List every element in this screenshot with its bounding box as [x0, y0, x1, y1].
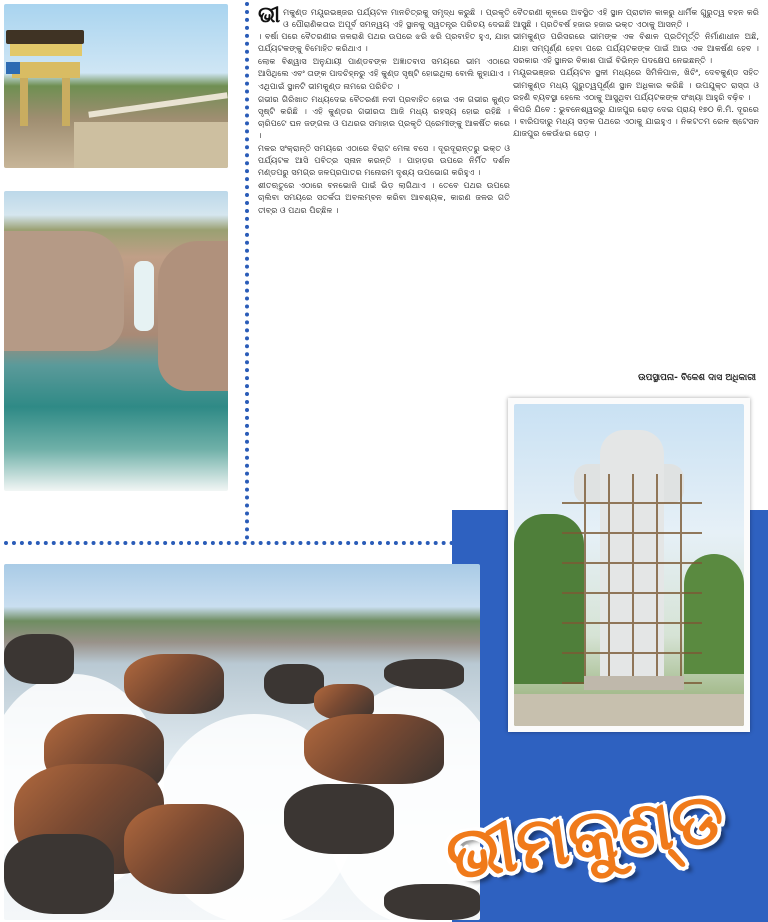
article-paragraph: ଗଭୀର ଗିରିଖାତ ମଧ୍ୟଦେଇ ବୈତରଣୀ ନଦୀ ପ୍ରବାହିତ ହୋଇ ଏକ ଗଭୀର କୁଣ୍ଡ ସୃଷ୍ଟି କରିଛି । ଏହି କୁଣ୍ଡର ଗଭୀରତା ଆଜି ମଧ୍ୟ ରହସ୍ୟ ହୋଇ ରହିଛି । ଚାରିପଟେ ଘନ ଜଙ୍ଗଲ ଓ ପଥରର ସମାହାର ପ୍ରକୃତି ପ୍ରେମୀଙ୍କୁ ଆକର୍ଷିତ କରେ । — [258, 93, 510, 140]
signboard — [6, 62, 20, 74]
article-paragraph: ବୈତରଣୀ କୂଳରେ ଅବସ୍ଥିତ ଏହି ସ୍ଥାନ ପ୍ରାଚୀନ କାଳରୁ ଧାର୍ମିକ ଗୁରୁତ୍ୱ ବହନ କରି ଆସୁଛି । ପ୍ରତିବର୍ଷ ହଜାର ହଜାର ଭକ୍ତ ଏଠାକୁ ଆସନ୍ତି । — [513, 7, 759, 30]
page-title-wrap — [420, 776, 750, 896]
vertical-dotted-divider — [245, 2, 249, 540]
cliff-right — [158, 241, 228, 391]
rock — [4, 834, 114, 914]
article-column-1 — [258, 6, 510, 512]
article-paragraph: ମକୁଣ୍ଡ ମୟୂରଭଞ୍ଜର ପର୍ଯ୍ୟଟନ ମାନଚିତ୍ରକୁ ସମୃଦ୍ଧ କରୁଛି । ପ୍ରକୃତି ଓ ପୌରାଣିକତାର ଅପୂର୍ବ ସମନ୍ୱୟ ଏହି ସ୍ଥାନକୁ ସ୍ୱତନ୍ତ୍ର ପରିଚୟ ଦେଇଛି । ବର୍ଷା ପରେ ବୈତରଣୀର ଜଳରାଶି ପଥର ଉପରେ ଝରି ଝରି ପ୍ରବାହିତ ହୁଏ, ଯାହା ପର୍ଯ୍ୟଟକଙ୍କୁ ବିମୋହିତ କରିଥାଏ । — [258, 7, 510, 54]
article-paragraph: ମୟୂରଭଞ୍ଜର ପର୍ଯ୍ୟଟନ ସ୍ଥଳୀ ମଧ୍ୟରେ ସିମିଳିପାଳ, ଖିଚିଂ, ଦେବକୁଣ୍ଡ ସହିତ ଭୀମକୁଣ୍ଡ ମଧ୍ୟ ଗୁରୁତ୍ୱପୂର୍ଣ୍ଣ ସ୍ଥାନ ଅଧିକାର କରିଛି । ଉପଯୁକ୍ତ ରାସ୍ତା ଓ ରହଣି ବ୍ୟବସ୍ଥା ହେଲେ ଏଠାକୁ ଆସୁଥିବା ପର୍ଯ୍ୟଟକଙ୍କ ସଂଖ୍ୟା ଆହୁରି ବଢ଼ିବ । — [513, 67, 759, 102]
article-paragraph: କିପରି ଯିବେ : ଭୁବନେଶ୍ୱରରୁ ଯାଜପୁର ରୋଡ଼ ଦେଇ ପ୍ରାୟ ୧୭୦ କି.ମି. ଦୂରରେ । ବାରିପଦାରୁ ମଧ୍ୟ ସଡ଼କ ପଥରେ ଏଠାକୁ ଯାଇହୁଏ । ନିକଟତମ ରେଳ ଷ୍ଟେସନ ଯାଜପୁର କେଉଁଝର ରୋଡ଼ । — [513, 103, 759, 138]
cascade — [134, 261, 154, 331]
statue-pedestal — [584, 676, 684, 690]
gorge-photo — [4, 191, 228, 491]
article-paragraph: ଶୀତଋତୁରେ ଏଠାରେ ବନଭୋଜି ପାଇଁ ଭିଡ଼ ଲାଗିଥାଏ । ତେବେ ପଥର ଉପରେ ଚାଲିବା ସମୟରେ ସତର୍କତା ଅବଲମ୍ବନ କରିବା ଆବଶ୍ୟକ, କାରଣ ଜଳର ଗତି ତୀବ୍ର ଓ ପଥର ପିଚ୍ଛିଳ । — [258, 180, 510, 215]
walkway-railing — [88, 92, 227, 117]
walkway — [74, 122, 228, 168]
pavilion-railing — [12, 62, 80, 78]
cliff-left — [4, 231, 124, 351]
pavilion-pillar — [20, 78, 28, 126]
pavilion-band — [10, 44, 82, 56]
statue-photo — [514, 404, 744, 726]
rock — [4, 634, 74, 684]
waterfall-photo — [4, 564, 480, 920]
article-column-2 — [513, 6, 759, 394]
rock — [284, 784, 394, 854]
article-paragraph: ଭୀମକୁଣ୍ଡ ପରିସରରେ ଭୀମଙ୍କ ଏକ ବିଶାଳ ପ୍ରତିମୂର୍ତ୍ତି ନିର୍ମାଣାଧୀନ ଅଛି, ଯାହା ସମ୍ପୂର୍ଣ୍ଣ ହେବା ପରେ ପର୍ଯ୍ୟଟକଙ୍କ ପାଇଁ ଆଉ ଏକ ଆକର୍ଷଣ ହେବ । ସରକାର ଏହି ସ୍ଥାନର ବିକାଶ ପାଇଁ ବିଭିନ୍ନ ପଦକ୍ଷେପ ନେଇଛନ୍ତି । — [513, 31, 759, 66]
rock — [304, 714, 444, 784]
pavilion-pillar — [62, 78, 70, 126]
page-title: ଭୀମକୁଣ୍ଡ — [441, 775, 729, 897]
article-paragraph: ମକର ସଂକ୍ରାନ୍ତି ସମୟରେ ଏଠାରେ ବିରାଟ ମେଳା ବସେ । ଦୂରଦୂରାନ୍ତରୁ ଭକ୍ତ ଓ ପର୍ଯ୍ୟଟକ ଆସି ପବିତ୍ର ସ୍ନାନ କରନ୍ତି । ପାହାଡ଼ର ଉପରେ ନିର୍ମିତ ଦର୍ଶନ ମଣ୍ଡପରୁ ସମଗ୍ର ଜଳପ୍ରପାତର ମନୋରମ ଦୃଶ୍ୟ ଉପଭୋଗ କରିହୁଏ । — [258, 143, 510, 178]
bamboo-scaffolding — [562, 474, 702, 684]
rock — [124, 654, 224, 714]
pavilion-photo — [4, 4, 228, 168]
rock — [124, 804, 244, 894]
horizontal-dotted-divider — [4, 541, 494, 545]
byline: ଉପସ୍ଥାପନା- ବିକେଶ ଦାସ ଅଧିକାରୀ — [638, 373, 756, 383]
ground — [514, 694, 744, 726]
article-paragraph: ଲୋକ ବିଶ୍ୱାସ ଅନୁଯାୟୀ ପାଣ୍ଡବଙ୍କ ଅଜ୍ଞାତବାସ ସମୟରେ ଭୀମ ଏଠାରେ ଆସିଥିଲେ ଏବଂ ତାଙ୍କ ପାଦଚିହ୍ନରୁ ଏହି କୁଣ୍ଡ ସୃଷ୍ଟି ହୋଇଥିଲା ବୋଲି କୁହାଯାଏ । ଏଥିପାଇଁ ସ୍ଥାନଟି ଭୀମକୁଣ୍ଡ ନାମରେ ପରିଚିତ । — [258, 56, 510, 91]
rock — [384, 659, 464, 689]
pavilion-roof — [6, 30, 84, 44]
drop-cap: ଭୀ — [258, 6, 281, 28]
